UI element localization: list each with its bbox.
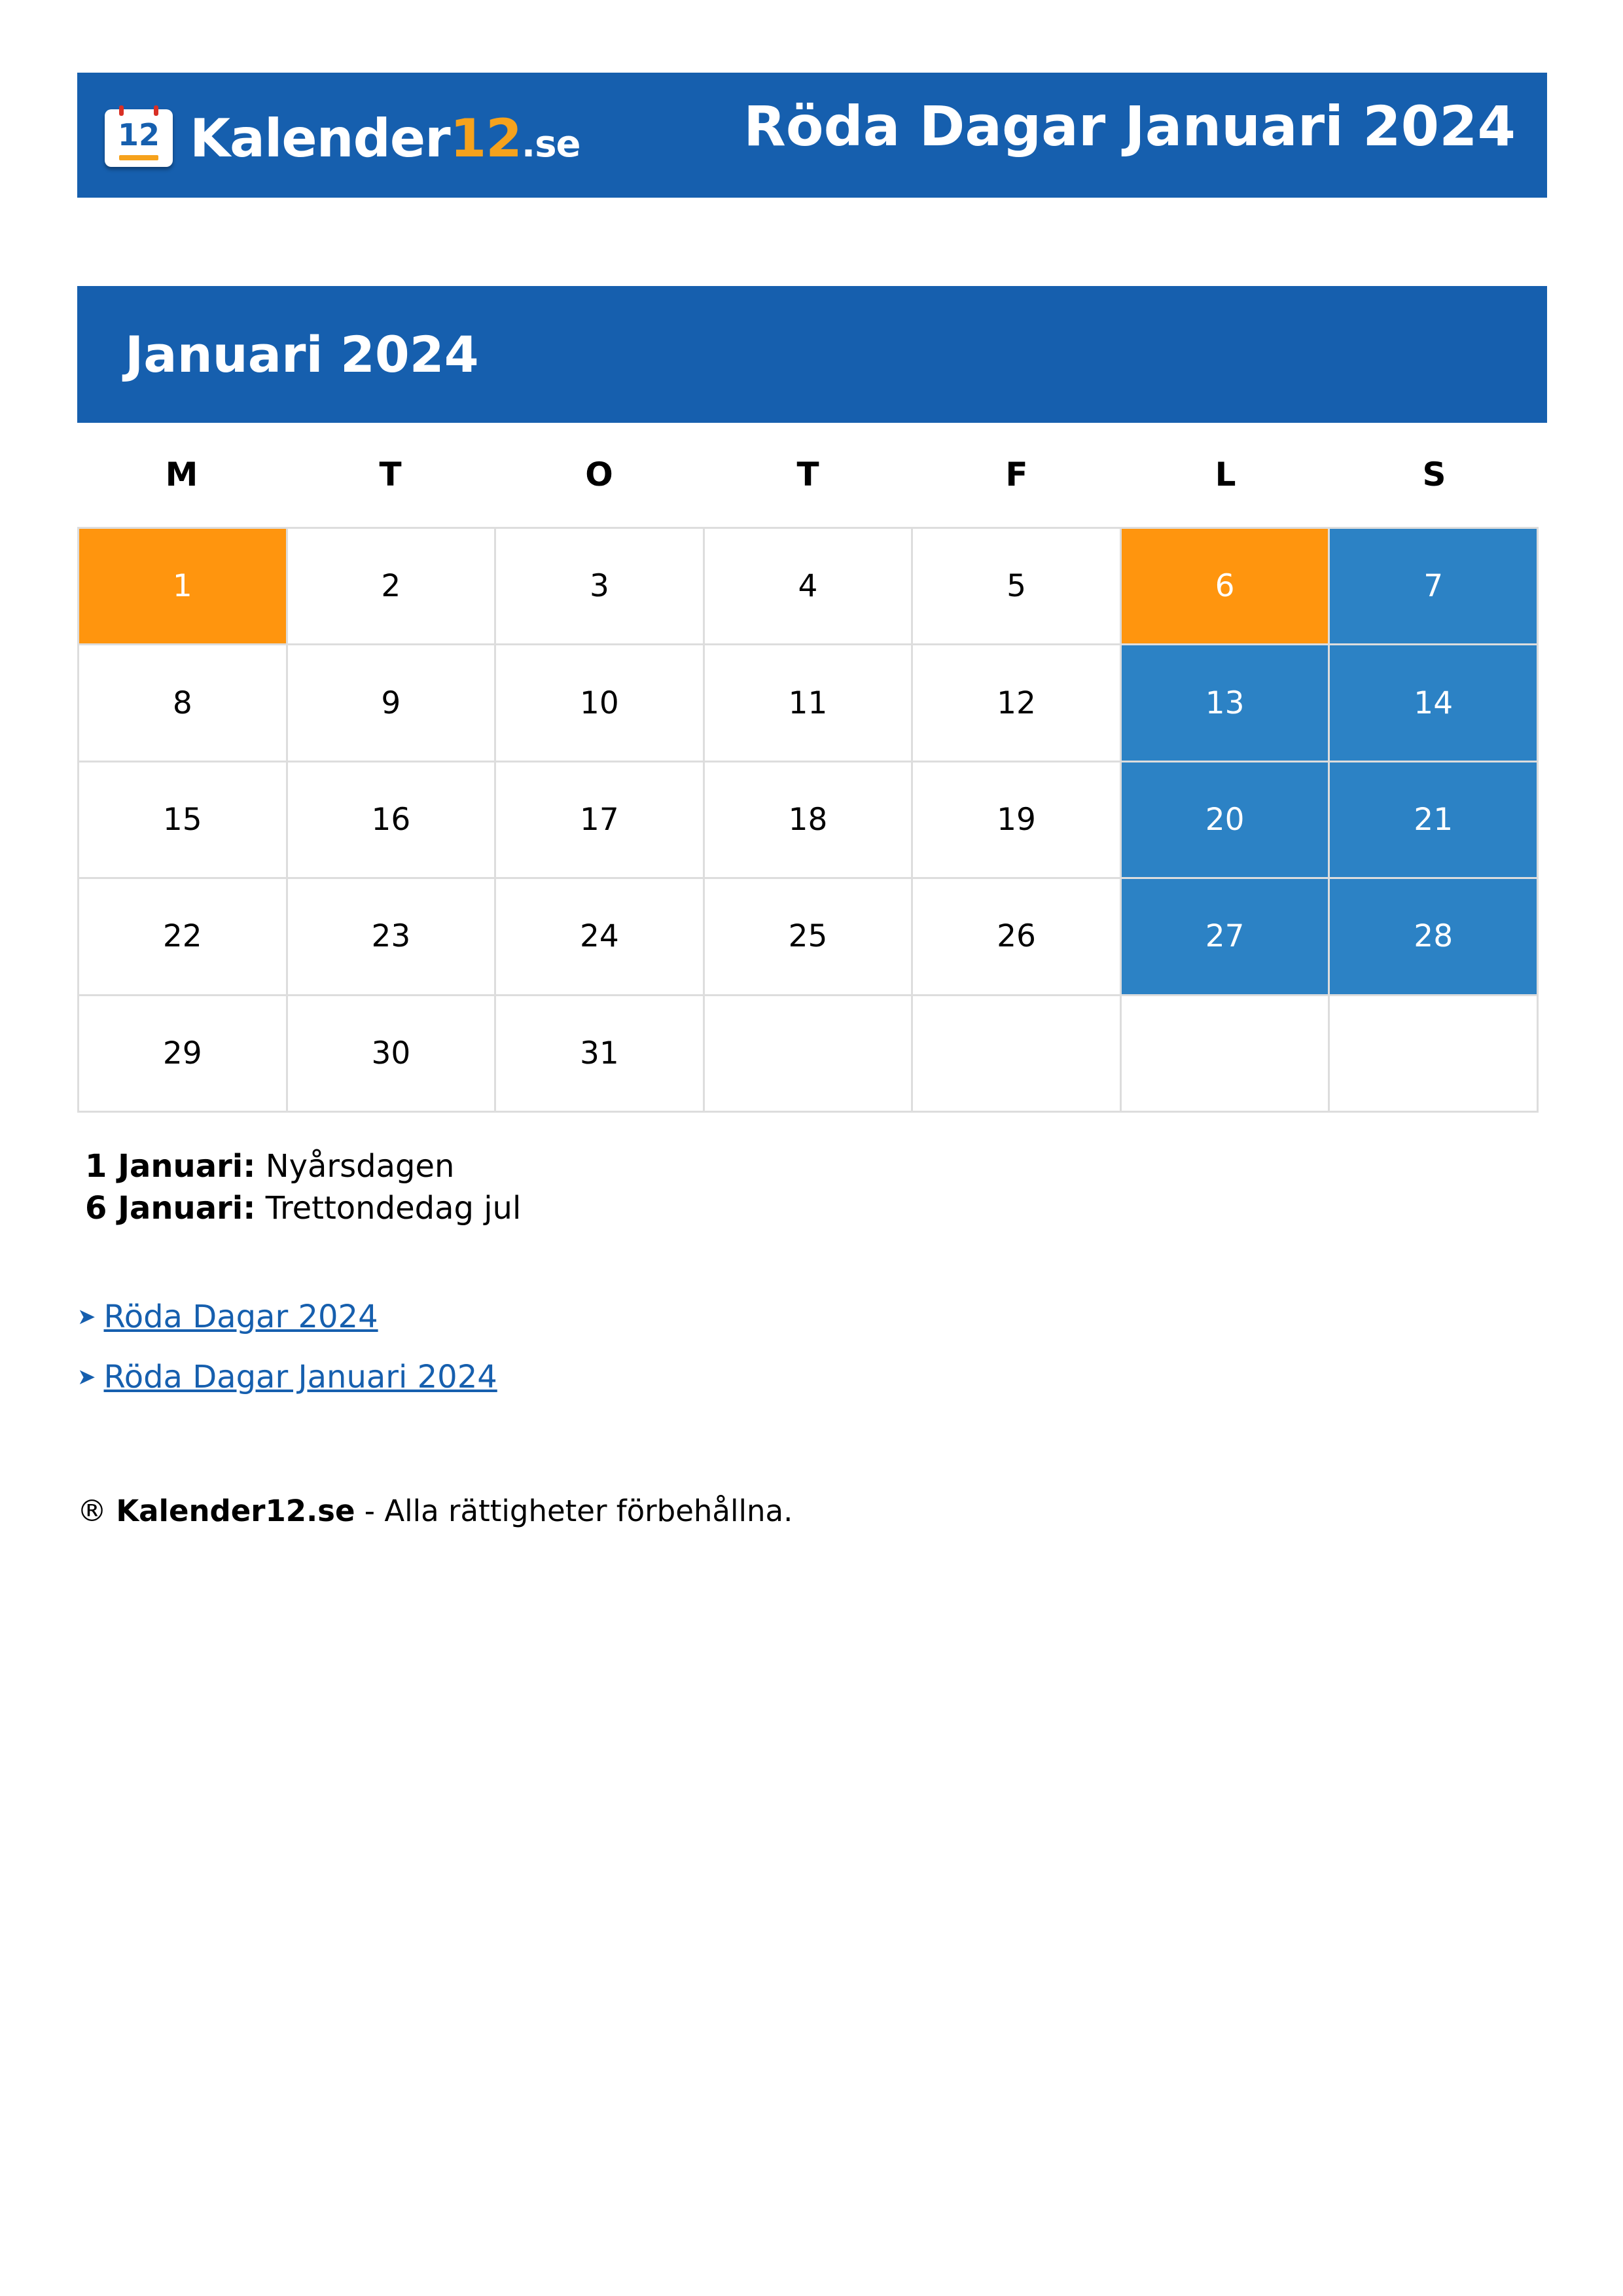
footer-brand: Kalender12.se — [116, 1494, 355, 1528]
day-cell: 7 — [1330, 529, 1539, 645]
link-row — [77, 1287, 497, 1347]
day-cell: 10 — [496, 645, 705, 762]
day-cell: 4 — [705, 529, 914, 645]
calendar-icon — [105, 109, 173, 167]
day-cell: 11 — [705, 645, 914, 762]
day-cell: 26 — [913, 879, 1122, 996]
day-cell: 30 — [288, 996, 497, 1113]
related-links — [77, 1287, 497, 1407]
day-cell: 20 — [1122, 762, 1330, 879]
day-cell: 5 — [913, 529, 1122, 645]
holiday-item — [85, 1187, 521, 1229]
day-cell: 6 — [1122, 529, 1330, 645]
link-roda-dagar-januari-2024[interactable]: Röda Dagar Januari 2024 — [103, 1359, 497, 1395]
day-cell: 24 — [496, 879, 705, 996]
calendar-ring-left — [119, 105, 124, 116]
holiday-date: 6 Januari: — [85, 1190, 256, 1227]
arrow-icon: ➤ — [77, 1364, 96, 1390]
day-cell: 2 — [288, 529, 497, 645]
day-cell: 28 — [1330, 879, 1539, 996]
weekday-saturday: L — [1215, 456, 1236, 493]
link-row — [77, 1347, 497, 1407]
calendar-ring-right — [154, 105, 158, 116]
day-cell: 3 — [496, 529, 705, 645]
day-cell: 13 — [1122, 645, 1330, 762]
day-cell: 19 — [913, 762, 1122, 879]
weekday-header-row — [77, 445, 1539, 504]
link-roda-dagar-2024[interactable]: Röda Dagar 2024 — [103, 1299, 378, 1335]
day-cell: 16 — [288, 762, 497, 879]
day-cell: 8 — [79, 645, 288, 762]
day-cell: 23 — [288, 879, 497, 996]
footer-text: - Alla rättigheter förbehållna. — [364, 1494, 793, 1528]
day-cell: 22 — [79, 879, 288, 996]
day-cell: 1 — [79, 529, 288, 645]
arrow-icon: ➤ — [77, 1304, 96, 1330]
weekday-wednesday: O — [585, 456, 613, 493]
day-cell: 27 — [1122, 879, 1330, 996]
day-cell: 31 — [496, 996, 705, 1113]
day-cell: 15 — [79, 762, 288, 879]
registered-icon: ® — [77, 1494, 107, 1528]
day-cell: 9 — [288, 645, 497, 762]
day-cell: 18 — [705, 762, 914, 879]
logo-text — [190, 108, 580, 169]
weekday-sunday: S — [1422, 456, 1446, 493]
empty-day-cell — [1330, 996, 1539, 1113]
holiday-item — [85, 1145, 521, 1187]
weekday-thursday: T — [796, 456, 819, 493]
header-bar — [77, 73, 1547, 198]
empty-day-cell — [1122, 996, 1330, 1113]
empty-day-cell — [913, 996, 1122, 1113]
logo-text-number: 12 — [450, 107, 522, 169]
footer — [77, 1494, 793, 1528]
site-logo[interactable] — [105, 105, 580, 171]
month-header — [77, 286, 1547, 423]
holiday-list — [85, 1145, 521, 1229]
holiday-name: Nyårsdagen — [265, 1148, 455, 1185]
logo-icon-number: 12 — [117, 117, 160, 152]
holiday-name: Trettondedag jul — [265, 1190, 522, 1227]
day-cell: 29 — [79, 996, 288, 1113]
logo-text-main: Kalender — [190, 107, 450, 169]
page-title: Röda Dagar Januari 2024 — [743, 94, 1516, 158]
weekday-monday: M — [165, 456, 198, 493]
empty-day-cell — [705, 996, 914, 1113]
calendar-grid — [77, 527, 1539, 1113]
holiday-date: 1 Januari: — [85, 1148, 256, 1185]
logo-icon-bar — [119, 155, 158, 160]
logo-text-tld: .se — [521, 122, 580, 166]
day-cell: 12 — [913, 645, 1122, 762]
day-cell: 17 — [496, 762, 705, 879]
day-cell: 25 — [705, 879, 914, 996]
weekday-tuesday: T — [379, 456, 402, 493]
day-cell: 21 — [1330, 762, 1539, 879]
day-cell: 14 — [1330, 645, 1539, 762]
month-title: Januari 2024 — [125, 325, 479, 384]
weekday-friday: F — [1005, 456, 1028, 493]
